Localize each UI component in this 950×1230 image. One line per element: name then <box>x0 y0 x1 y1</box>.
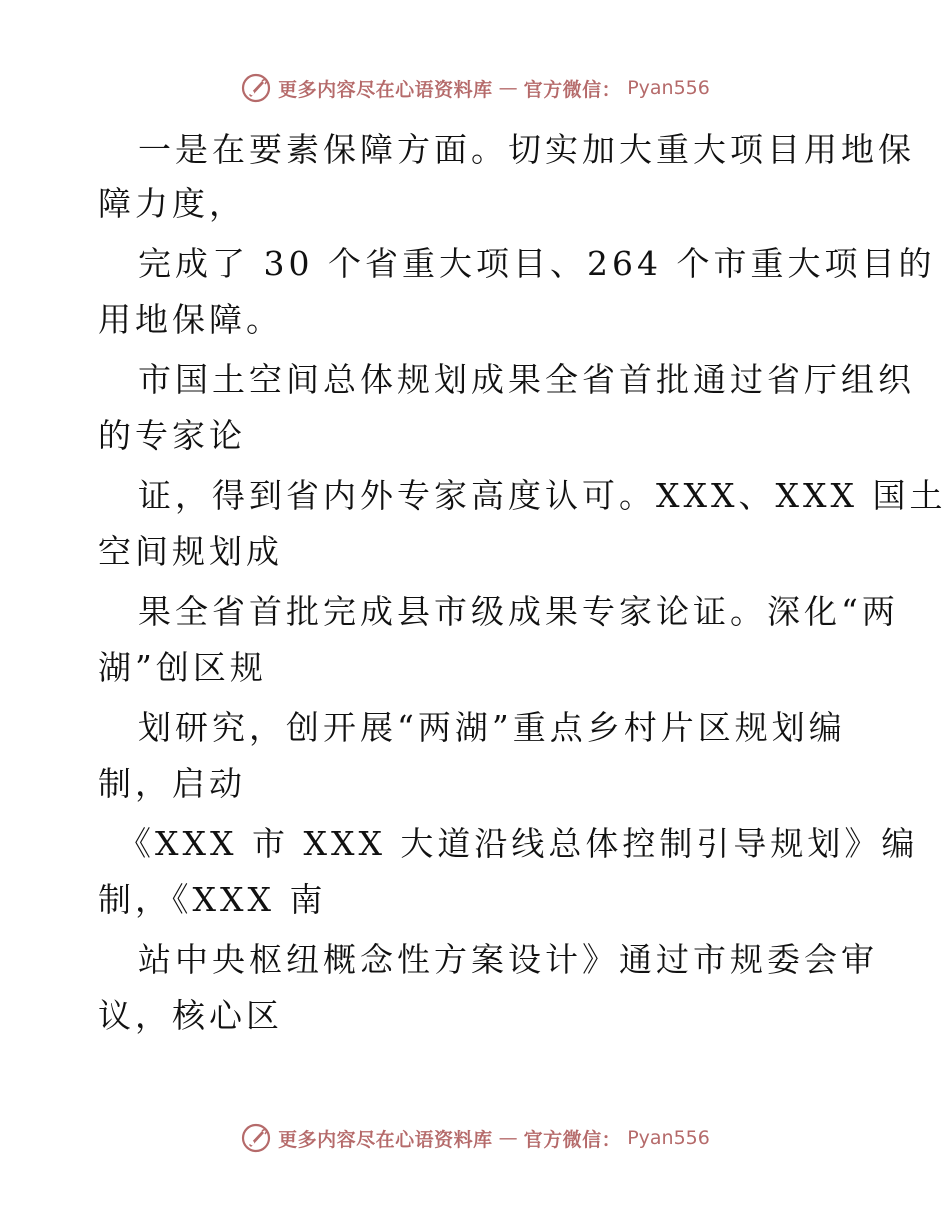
quill-seal-icon <box>240 72 272 104</box>
paragraph-line: 空间规划成 <box>98 532 283 571</box>
paragraph-line: 完成了 30 个省重大项目、264 个市重大项目的 <box>138 244 936 283</box>
paragraph-line: 制，《XXX 南 <box>98 880 327 919</box>
watermark-label: 官方微信： <box>523 78 622 101</box>
paragraph-line: 制，启动 <box>98 764 246 803</box>
paragraph-line: 湖”创区规 <box>98 648 267 687</box>
paragraph-line: 一是在要素保障方面。切实加大重大项目用地保 <box>138 130 915 169</box>
header-watermark <box>0 72 950 104</box>
paragraph-line: 证，得到省内外专家高度认可。XXX、XXX 国土 <box>138 476 947 515</box>
quill-seal-icon <box>240 1122 272 1154</box>
watermark-site-text: 更多内容尽在心语资料库 <box>278 78 493 101</box>
paragraph-line: 市国土空间总体规划成果全省首批通过省厅组织 <box>138 360 915 399</box>
paragraph-line: 的专家论 <box>98 416 246 455</box>
footer-watermark <box>0 1122 950 1154</box>
paragraph-line: 障力度， <box>98 184 246 223</box>
watermark-separator: — <box>498 77 518 99</box>
paragraph-line: 《XXX 市 XXX 大道沿线总体控制引导规划》编 <box>118 824 919 863</box>
watermark-account: Pyan556 <box>627 1127 710 1149</box>
paragraph-line: 用地保障。 <box>98 300 283 339</box>
watermark-site-text: 更多内容尽在心语资料库 <box>278 1128 493 1151</box>
paragraph-line: 划研究，创开展“两湖”重点乡村片区规划编 <box>138 708 846 747</box>
watermark-label: 官方微信： <box>523 1128 622 1151</box>
watermark-account: Pyan556 <box>627 77 710 99</box>
paragraph-line: 站中央枢纽概念性方案设计》通过市规委会审 <box>138 940 878 979</box>
watermark-separator: — <box>498 1127 518 1149</box>
paragraph-line: 果全省首批完成县市级成果专家论证。深化“两 <box>138 592 899 631</box>
paragraph-line: 议，核心区 <box>98 996 283 1035</box>
